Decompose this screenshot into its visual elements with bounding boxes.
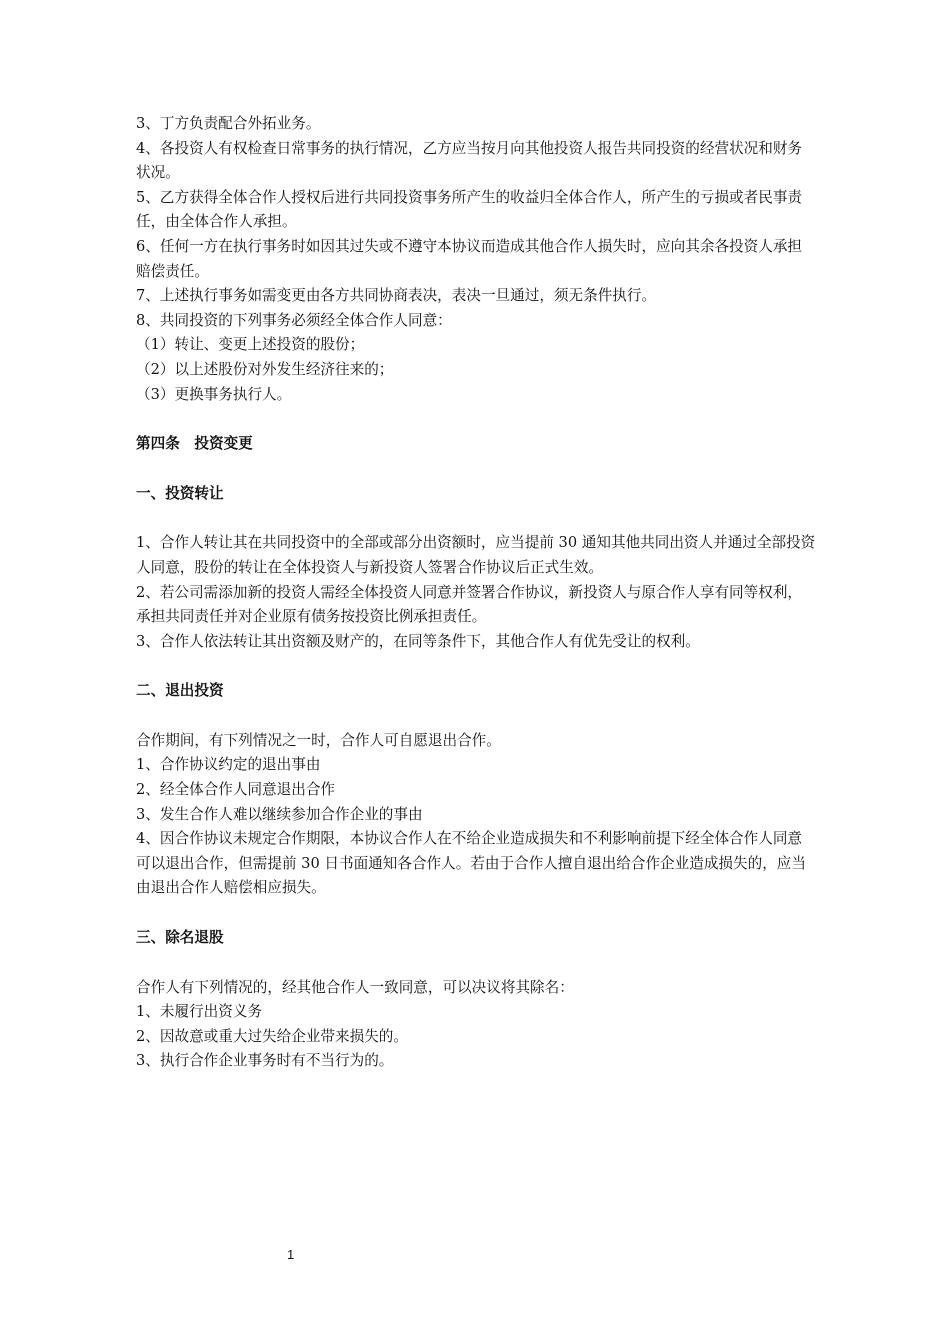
- spacer: [136, 704, 816, 729]
- paragraph: 2、若公司需添加新的投资人需经全体投资人同意并签署合作协议，新投资人与原合作人享有同等权利，承担共同责任并对企业原有债务按投资比例承担责任。: [136, 583, 803, 626]
- paragraph: 合作人有下列情况的，经其他合作人一致同意，可以决议将其除名：: [136, 978, 574, 996]
- spacer: [136, 506, 816, 531]
- paragraph: 6、任何一方在执行事务时如因其过失或不遵守本协议而造成其他合作人损失时，应向其余各投资人承担赔偿责任。: [136, 237, 803, 280]
- paragraph: 合作期间，有下列情况之一时，合作人可自愿退出合作。: [136, 731, 501, 749]
- paragraph: 4、因合作协议未规定合作期限，本协议合作人在不给企业造成损失和不利影响前提下经全体合作人同意可以退出合作，但需提前 30 日书面通知各合作人。若由于合作人擅自退出给合作企业造成损失的，应当由退出合作人赔偿相应损失。: [136, 830, 806, 897]
- spacer: [136, 951, 816, 976]
- paragraph: 3、执行合作企业事务时有不当行为的。: [136, 1052, 394, 1070]
- paragraph: （2）以上述股份对外发生经济往来的；: [136, 360, 394, 378]
- paragraph: 3、合作人依法转让其出资额及财产的，在同等条件下，其他合作人有优先受让的权利。: [136, 632, 700, 650]
- spacer: [136, 457, 816, 482]
- spacer: [136, 901, 816, 926]
- spacer: [136, 407, 816, 432]
- paragraph: 2、经全体合作人同意退出合作: [136, 781, 336, 799]
- document-body: [136, 112, 816, 1074]
- section-heading-expel: 三、除名退股: [136, 929, 224, 947]
- paragraph: 1、合作协议约定的退出事由: [136, 756, 321, 774]
- paragraph: 7、上述执行事务如需变更由各方共同协商表决，表决一旦通过，须无条件执行。: [136, 287, 657, 305]
- paragraph: （1）转让、变更上述投资的股份；: [136, 336, 365, 354]
- article-heading: 第四条 投资变更: [136, 435, 253, 453]
- spacer: [136, 654, 816, 679]
- paragraph: （3）更换事务执行人。: [136, 385, 292, 403]
- section-heading-exit: 二、退出投资: [136, 682, 224, 700]
- section-heading-transfer: 一、投资转让: [136, 484, 224, 502]
- paragraph: 8、共同投资的下列事务必须经全体合作人同意：: [136, 311, 452, 329]
- paragraph: 1、合作人转让其在共同投资中的全部或部分出资额时，应当提前 30 通知其他共同出资人并通过全部投资人同意，股份的转让在全体投资人与新投资人签署合作协议后正式生效。: [136, 534, 816, 576]
- paragraph: 3、发生合作人难以继续参加合作企业的事由: [136, 805, 423, 823]
- paragraph: 1、未履行出资义务: [136, 1003, 263, 1021]
- paragraph: 4、各投资人有权检查日常事务的执行情况，乙方应当按月向其他投资人报告共同投资的经营状况和财务状况。: [136, 139, 803, 182]
- paragraph: 5、乙方获得全体合作人授权后进行共同投资事务所产生的收益归全体合作人，所产生的亏损或者民事责任，由全体合作人承担。: [136, 188, 803, 231]
- paragraph: 2、因故意或重大过失给企业带来损失的。: [136, 1027, 408, 1045]
- page-number: 1: [287, 1247, 295, 1262]
- paragraph: 3、丁方负责配合外拓业务。: [136, 115, 321, 132]
